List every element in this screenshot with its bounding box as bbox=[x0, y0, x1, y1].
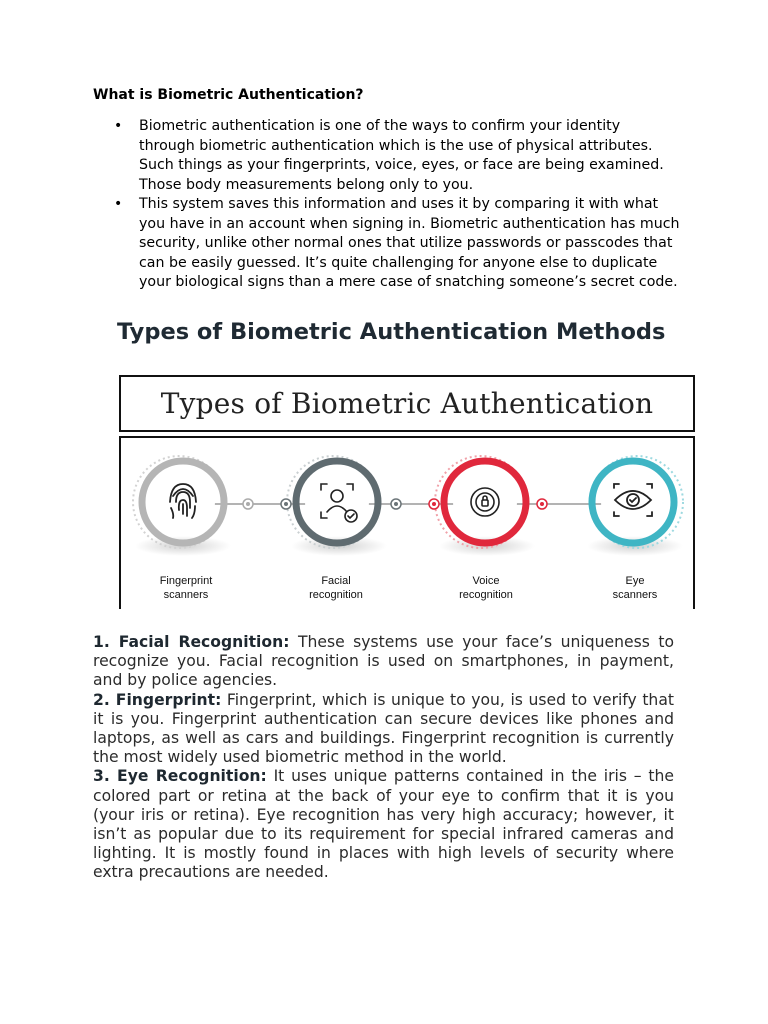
voice-item bbox=[429, 456, 547, 556]
method-text: These systems use your face’s uniqueness to recognize you. Facial recognition is used on smartphones, in payment, and by police agencies. bbox=[93, 633, 674, 690]
methods-text bbox=[93, 633, 674, 883]
bullet-dot: • bbox=[114, 196, 123, 212]
method-heading: 3. Eye Recognition: bbox=[93, 767, 267, 786]
bullet-list bbox=[110, 117, 680, 293]
figure-labels bbox=[160, 575, 658, 601]
figure-diagram bbox=[121, 438, 697, 611]
method-paragraph bbox=[93, 633, 674, 691]
item-label-line1: Eye bbox=[625, 575, 645, 587]
method-heading: 1. Facial Recognition: bbox=[93, 633, 290, 651]
facial-item bbox=[281, 456, 401, 556]
item-label-line1: Voice bbox=[472, 575, 500, 587]
bullet-item bbox=[110, 117, 680, 195]
method-paragraph bbox=[93, 767, 674, 882]
eye-item bbox=[587, 456, 683, 556]
biometric-types-figure bbox=[116, 373, 698, 609]
bullet-text: This system saves this information and uses it by comparing it with what you have in an account when signing in. Biometric authentication has much security, unlike other normal ones that utilize passwords or passcodes that can be easily guessed. It’s quite challenging for anyone else to duplicate your biological signs than a mere case of snatching someone’s secret code. bbox=[139, 196, 680, 290]
figure-body bbox=[119, 436, 695, 609]
bullet-text: Biometric authentication is one of the ways to confirm your identity through biometric authentication which is the use of physical attributes. Such things as your fingerprints, voice, eyes, or face are being examined. Those body measurements belong only to you. bbox=[139, 118, 664, 193]
method-heading: 2. Fingerprint: bbox=[93, 690, 222, 709]
item-label-line2: scanners bbox=[163, 589, 209, 601]
fingerprint-item bbox=[133, 456, 253, 556]
method-text: It uses unique patterns contained in the iris – the colored part or retina at the back of your eye to confirm that it is you (your iris or retina). Eye recognition has very high accuracy; however, it isn’t as popular due to its requirement for special infrared cameras and lighting. It is mostly found in places with high levels of security where extra precautions are needed. bbox=[93, 767, 675, 882]
item-label-line2: scanners bbox=[612, 589, 658, 601]
figure-title: Types of Biometric Authentication bbox=[160, 387, 654, 420]
question-title: What is Biometric Authentication? bbox=[93, 87, 364, 103]
bullet-dot: • bbox=[114, 118, 123, 134]
figure-title-box bbox=[119, 375, 695, 432]
item-label-line1: Fingerprint bbox=[159, 575, 213, 587]
item-label-line2: recognition bbox=[459, 589, 513, 601]
section-heading: Types of Biometric Authentication Methods bbox=[117, 319, 666, 345]
item-label-line1: Facial bbox=[321, 575, 351, 587]
method-paragraph bbox=[93, 691, 674, 768]
method-text: Fingerprint, which is unique to you, is used to verify that it is you. Fingerprint authentication can secure devices like phones and laptops, as well as cars and buildings. Fingerprint recognition is currently the most widely used biometric method in the world. bbox=[93, 690, 674, 767]
item-label-line2: recognition bbox=[309, 589, 363, 601]
bullet-item bbox=[110, 195, 680, 293]
